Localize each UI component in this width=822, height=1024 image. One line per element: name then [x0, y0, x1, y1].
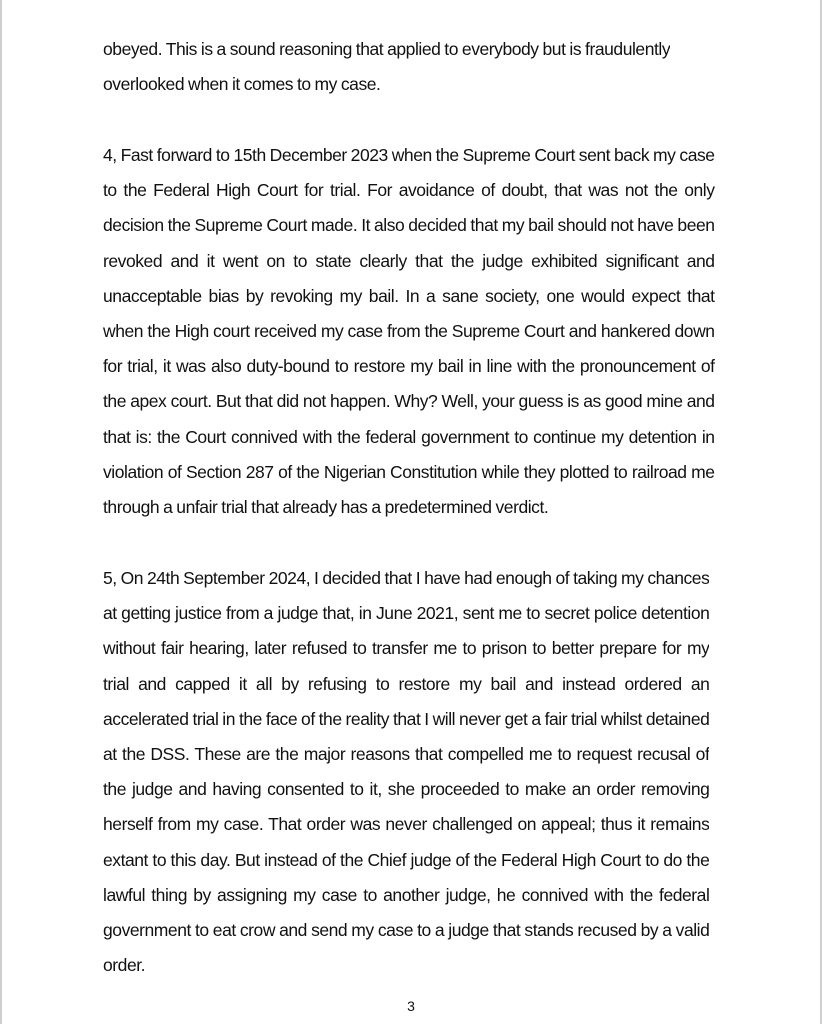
text-line: trial and capped it all by refusing to restore my bail and instead ordered an: [103, 673, 710, 694]
text-line: accelerated trial in the face of the reality that I will never get a fair trial whilst detained: [103, 708, 710, 729]
text-line: extant to this day. But instead of the Chief judge of the Federal High Court to do the: [103, 849, 710, 870]
page-edge-left: [0, 0, 2, 1024]
page-number: 3: [407, 998, 415, 1014]
text-line: when the High court received my case from the Supreme Court and hankered down: [103, 321, 715, 342]
text-line: unacceptable bias by revoking my bail. In a sane society, one would expect that: [103, 285, 715, 306]
text-line: government to eat crow and send my case to a judge that stands recused by a valid: [103, 920, 710, 941]
text-line: 4, Fast forward to 15th December 2023 when the Supreme Court sent back my case: [103, 145, 715, 165]
text-line: decision the Supreme Court made. It also decided that my bail should not have been: [103, 215, 715, 236]
text-line: the apex court. But that did not happen. Why? Well, your guess is as good mine and: [103, 391, 715, 412]
paragraph-4: [103, 138, 715, 525]
text-line: the judge and having consented to it, she proceeded to make an order removing: [103, 779, 710, 800]
text-line: 5, On 24th September 2024, I decided that I have had enough of taking my chances: [103, 568, 710, 588]
paragraph-continuation: [103, 32, 670, 102]
text-line: order.: [103, 955, 146, 976]
text-line: at the DSS. These are the major reasons that compelled me to request recusal of: [103, 744, 710, 765]
text-line: through a unfair trial that already has a predetermined verdict.: [103, 497, 549, 518]
text-line: at getting justice from a judge that, in June 2021, sent me to secret police detention: [103, 603, 710, 624]
text-line: herself from my case. That order was never challenged on appeal; thus it remains: [103, 814, 710, 835]
text-line: overlooked when it comes to my case.: [103, 74, 381, 95]
text-line: that is: the Court connived with the federal government to continue my detention in: [103, 426, 715, 447]
text-line: without fair hearing, later refused to transfer me to prison to better prepare for my: [103, 638, 710, 659]
text-line: obeyed. This is a sound reasoning that applied to everybody but is fraudulently: [103, 39, 671, 59]
text-line: lawful thing by assigning my case to another judge, he connived with the federal: [103, 884, 710, 905]
text-line: revoked and it went on to state clearly that the judge exhibited significant and: [103, 250, 715, 271]
text-line: violation of Section 287 of the Nigerian Constitution while they plotted to railroad me: [103, 461, 715, 482]
paragraph-5: [103, 561, 709, 983]
text-line: for trial, it was also duty-bound to restore my bail in line with the pronouncement of: [103, 356, 715, 377]
text-line: to the Federal High Court for trial. For avoidance of doubt, that was not the only: [103, 180, 715, 201]
